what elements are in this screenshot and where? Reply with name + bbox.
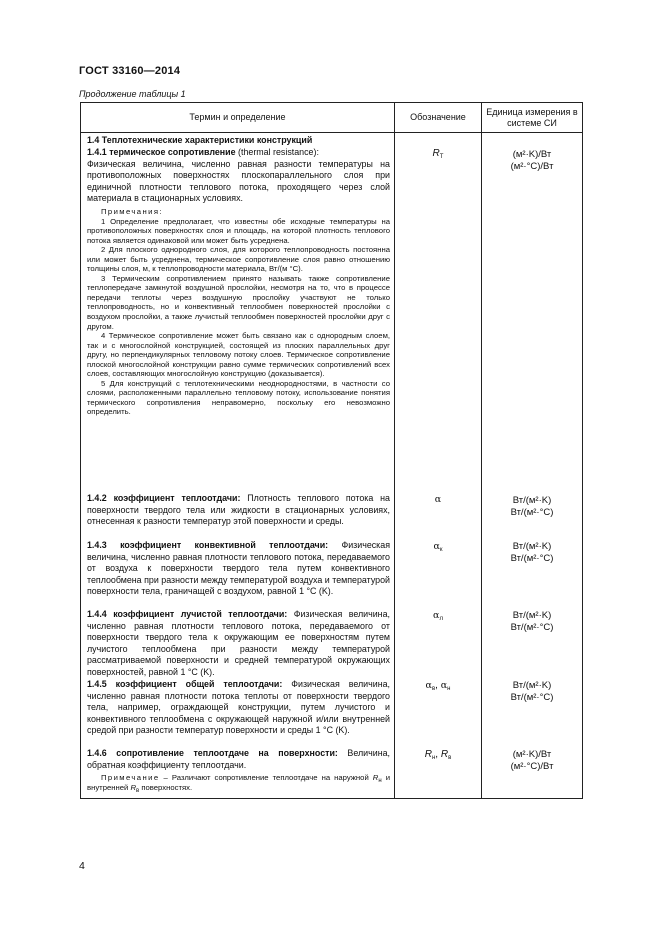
definition: Плотность теплового потока на поверхности твердого тела или жидкости в стационарных условиях, отнесенная к разности температур этой поверхности и среды. xyxy=(87,493,390,527)
standard-title: ГОСТ 33160—2014 xyxy=(79,65,181,77)
definition: Физическая величина, численно равная разности температуры на противоположных поверхностях плоскопараллельного слоя при единичной плотности теплового потока, проходящего через слой материала в стационарных условиях. xyxy=(87,158,390,204)
note-2: 2 Для плоского однородного слоя, для которого теплопроводность постоянна или может быть усреднена, термическое сопротивление слоя равно отношению толщины слоя, м, к теплопроводности материала, Вт/(м °С). xyxy=(87,245,390,274)
term: 1.4.4 коэффициент лучистой теплоотдачи: xyxy=(87,609,288,619)
column-divider xyxy=(481,103,482,798)
col-header-term: Термин и определение xyxy=(189,112,286,122)
definition: Физическая величина, численно равная плотности теплового потока, передаваемого от поверхности твердого тела к окружающим ее поверхностям путем лучистого теплообмена при разности между температурой рассматриваемой поверхности и средней температурой окружающих поверхностей, равной 1 °С (K). xyxy=(87,609,390,677)
definition: Физическая величина, численно равная плотности потока теплоты от поверхности твердого тела, например, ограждающей конструкции, путем лучистого и конвективного теплообмена с окружающей наружной и/или внутренней средой при разности температур поверхности и среды 1 °С (K). xyxy=(87,679,390,736)
symbol-1-4-3: $\alpha_к$ xyxy=(433,541,443,553)
note-1: 1 Определение предполагает, что известны обе исходные температуры на противоположных поверхностях слоя и площадь, на которой плотность теплового потока является одинаковой или может быть усреднена. xyxy=(87,216,390,245)
symbol-1-4-1: $R_T$ xyxy=(432,148,444,160)
definition: Величина, обратная коэффициенту теплоотдачи. xyxy=(87,748,391,770)
term-english: (thermal resistance): xyxy=(235,147,319,157)
unit-1-4-3: Вт/(м²·K) Вт/(м²·°С) xyxy=(510,541,554,564)
col-header-unit: Единица измерения в системе СИ xyxy=(486,106,578,128)
term: 1.4.2 коэффициент теплоотдачи: xyxy=(87,493,241,503)
column-divider xyxy=(394,103,395,798)
note-3: 3 Термическим сопротивлением принято называть также сопротивление теплопередаче замкнутой воздушной прослойки, несмотря на то, что в процессе передачи теплоты через воздушную прослойку участвуют не только теплопроводность, но и конвективный теплообмен поверхностей прослойки с воздухом прослойки, а также лучистый теплообмен поверхностей прослойки друг с другом. xyxy=(87,273,390,331)
symbol-1-4-2: α xyxy=(434,494,442,505)
symbol-1-4-5: $\alpha_в$, $\alpha_н$ xyxy=(425,680,451,692)
term: 1.4.1 термическое сопротивление xyxy=(87,147,236,157)
page-number: 4 xyxy=(79,860,85,872)
note-5: 5 Для конструкций с теплотехническими неоднородностями, в частности со слоями, расположенными параллельно тепловому потоку, использование понятия термического сопротивления неправомерно, поскольку его невозможно определить. xyxy=(87,378,390,417)
symbol-1-4-4: $\alpha_л$ xyxy=(433,610,443,622)
entry-1-4-2 xyxy=(87,493,390,528)
symbol-1-4-6: $R_н$, $R_в$ xyxy=(424,749,452,761)
unit-1-4-6: (м²·K)/Вт (м²·°С)/Вт xyxy=(510,749,554,772)
table-continuation: Продолжение таблицы 1 xyxy=(79,89,186,99)
entry-1-4-3 xyxy=(87,540,390,598)
entry-1-4-6 xyxy=(87,748,390,771)
entry-1-4-1 xyxy=(87,147,390,205)
entry-1-4-1-notes xyxy=(87,207,390,417)
unit-1-4-2: Вт/(м²·K) Вт/(м²·°С) xyxy=(510,495,554,518)
notes-heading: Примечания: xyxy=(101,207,163,216)
col-header-symbol: Обозначение xyxy=(410,112,466,122)
entry-1-4-4 xyxy=(87,609,390,679)
entry-1-4-5 xyxy=(87,679,390,737)
terms-table xyxy=(80,102,583,799)
note-4: 4 Термическое сопротивление может быть связано как с однородным слоем, так и с многослойной конструкцией, состоящей из плоских параллельных друг другу, но перпендикулярных тепловому потоку слоев. Термическое сопротивление плоской многослойной конструкции равно сумме термических сопротивлений всех слоев, составляющих многослойную конструкцию (доказывается). xyxy=(87,331,390,379)
term: 1.4.3 коэффициент конвективной теплоотдачи: xyxy=(87,540,329,550)
unit-1-4-4: Вт/(м²·K) Вт/(м²·°С) xyxy=(510,610,554,633)
section-title: 1.4 Теплотехнические характеристики конструкций xyxy=(87,135,313,145)
table-header xyxy=(81,103,582,133)
term: 1.4.5 коэффициент общей теплоотдачи: xyxy=(87,679,283,689)
unit-1-4-1: (м²·K)/Вт (м²·°С)/Вт xyxy=(510,149,554,172)
definition: Физическая величина, численно равная плотности теплового потока, передаваемого от воздуха к поверхности твердого тела путем конвективного теплообмена при разности между температурой воздуха и температурой поверхности тела, граничащей с воздухом, равной 1 °С (K). xyxy=(87,540,391,597)
term: 1.4.6 сопротивление теплоотдаче на поверхности: xyxy=(87,748,338,758)
entry-1-4-6-note: Примечание – Различают сопротивление теплоотдаче на наружной $R_н$ и внутренней $R_в$ поверхностях. xyxy=(87,773,390,794)
unit-1-4-5: Вт/(м²·K) Вт/(м²·°С) xyxy=(510,680,554,703)
